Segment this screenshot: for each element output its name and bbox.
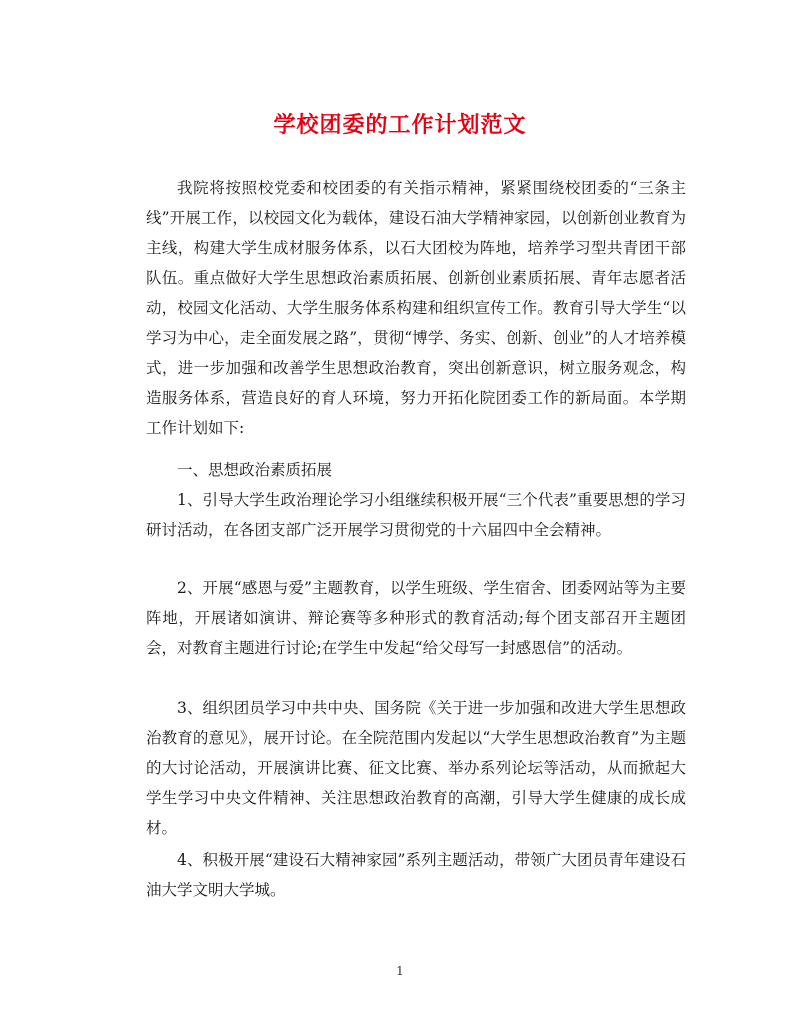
list-item: 4、积极开展“建设石大精神家园”系列主题活动，带领广大团员青年建设石油大学文明大学城。 <box>146 851 686 899</box>
list-item: 1、引导大学生政治理论学习小组继续积极开展“三个代表”重要思想的学习研讨活动，在各团支部广泛开展学习贯彻党的十六届四中全会精神。 <box>146 491 686 539</box>
list-item: 2、开展“感恩与爱”主题教育，以学生班级、学生宿舍、团委网站等为主要阵地，开展诸如演讲、辩论赛等多种形式的教育活动;每个团支部召开主题团会，对教育主题进行讨论;在学生中发起“给父母写一封感恩信”的活动。 <box>146 579 686 657</box>
list-item: 3、组织团员学习中共中央、国务院《关于进一步加强和改进大学生思想政治教育的意见》，展开讨论。在全院范围内发起以“大学生思想政治教育”为主题的大讨论活动，开展演讲比赛、征文比赛、举办系列论坛等活动，从而掀起大学生学习中央文件精神、关注思想政治教育的高潮，引导大学生健康的成长成材。 <box>146 699 686 837</box>
page-number: 1 <box>396 964 404 978</box>
intro-paragraph: 我院将按照校党委和校团委的有关指示精神，紧紧围绕校团委的“三条主线”开展工作，以校园文化为载体，建设石油大学精神家园，以创新创业教育为主线，构建大学生成材服务体系，以石大团校为阵地，培养学习型共青团干部队伍。重点做好大学生思想政治素质拓展、创新创业素质拓展、青年志愿者活动，校园文化活动、大学生服务体系构建和组织宣传工作。教育引导大学生“以学习为中心，走全面发展之路”，贯彻“博学、务实、创新、创业”的人才培养模式，进一步加强和改善学生思想政治教育，突出创新意识，树立服务观念，构造服务体系，营造良好的育人环境，努力开拓化院团委工作的新局面。本学期工作计划如下: <box>146 179 686 437</box>
document-title: 学校团委的工作计划范文 <box>273 112 527 138</box>
section-heading: 一、思想政治素质拓展 <box>177 461 333 479</box>
